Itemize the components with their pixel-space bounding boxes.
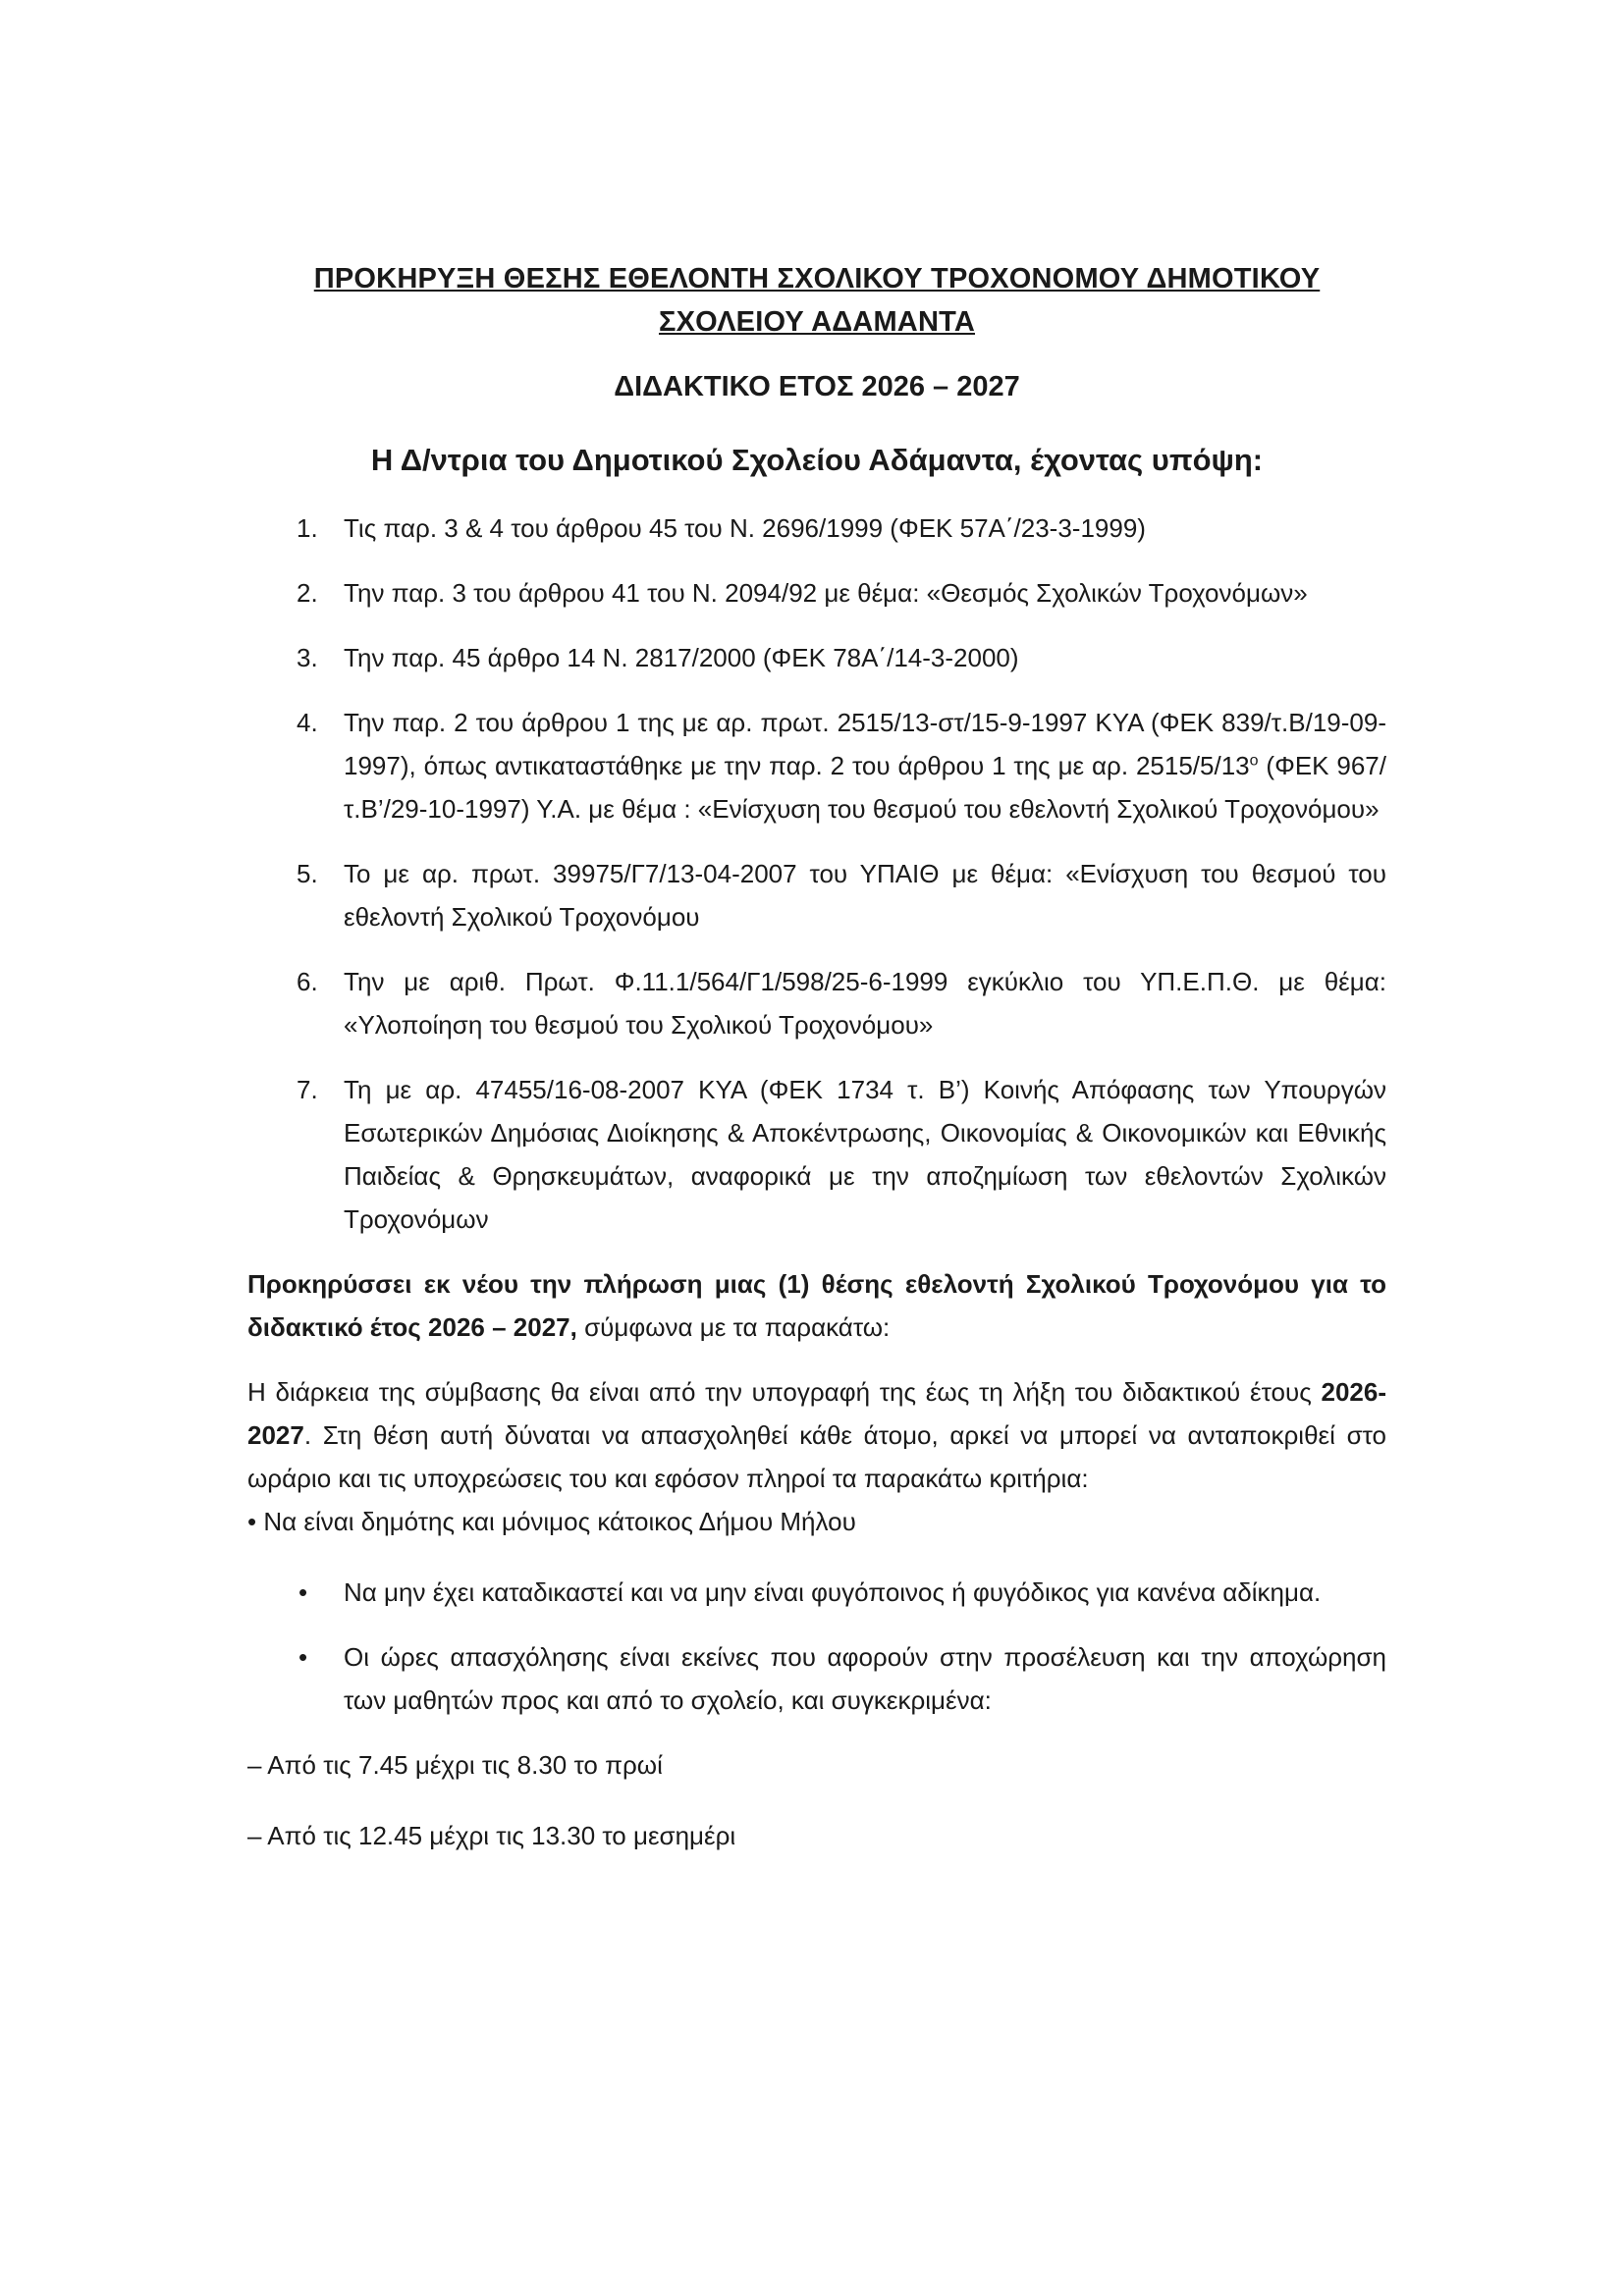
title-line-2: ΣΧΟΛΕΙΟΥ ΑΔΑΜΑΝΤΑ bbox=[658, 306, 976, 338]
list-item bbox=[247, 852, 1386, 938]
list-item bbox=[247, 701, 1386, 830]
list-item-text-part: (ΦΕΚ 967/τ.Β’/29-10-1997) Υ.Α. με θέμα : «Ενίσχυση του θεσμού του εθελοντή Σχολικού Τροχονόμου» bbox=[344, 751, 1386, 824]
list-item-text: Την παρ. 45 άρθρο 14 Ν. 2817/2000 (ΦΕΚ 78Α΄/14-3-2000) bbox=[344, 643, 1019, 672]
document-title bbox=[247, 257, 1386, 344]
duration-text-a: Η διάρκεια της σύμβασης θα είναι από την υπογραφή της έως τη λήξη του διδακτικού έτους bbox=[247, 1377, 1322, 1407]
list-item-text: Να μην έχει καταδικαστεί και να μην είναι φυγόποινος ή φυγόδικος για κανένα αδίκημα. bbox=[344, 1577, 1322, 1607]
duration-year: 2026-2027 bbox=[247, 1377, 1386, 1450]
list-item-text: Τις παρ. 3 & 4 του άρθρου 45 του Ν. 2696/1999 (ΦΕΚ 57Α΄/23-3-1999) bbox=[344, 513, 1146, 543]
list-number: 4. bbox=[297, 708, 318, 737]
list-number: 6. bbox=[297, 967, 318, 996]
list-item-text bbox=[344, 708, 1386, 824]
list-number: 1. bbox=[297, 513, 318, 543]
intro-heading: Η Δ/ντρια του Δημοτικού Σχολείου Αδάμαντα, έχοντας υπόψη: bbox=[370, 443, 1264, 477]
list-item-text: Την παρ. 3 του άρθρου 41 του Ν. 2094/92 με θέμα: «Θεσμός Σχολικών Τροχονόμων» bbox=[344, 578, 1308, 608]
list-item bbox=[247, 636, 1386, 679]
title-line-1: ΠΡΟΚΗΡΥΞΗ ΘΕΣΗΣ ΕΘΕΛΟΝΤΗ ΣΧΟΛΙΚΟΥ ΤΡΟΧΟΝΟΜΟΥ ΔΗΜΟΤΙΚΟΥ bbox=[313, 263, 1321, 294]
list-item bbox=[247, 1068, 1386, 1241]
criterion-residency: • Να είναι δημότης και μόνιμος κάτοικος Δήμου Μήλου bbox=[247, 1507, 856, 1536]
document-content bbox=[247, 257, 1386, 1885]
hours-noon: – Από τις 12.45 μέχρι τις 13.30 το μεσημέρι bbox=[247, 1821, 736, 1850]
criteria-list bbox=[247, 1571, 1386, 1722]
list-item-text: Τη με αρ. 47455/16-08-2007 ΚΥΑ (ΦΕΚ 1734 τ. Β’) Κοινής Απόφασης των Υπουργών Εσωτερικών Δημόσιας Διοίκησης & Αποκέντρωσης, Οικονομίας & Οικονομικών και Εθνικής Παιδείας & Θρησκευμάτων, αναφορικά με την αποζημίωση των εθελοντών Σχολικών Τροχονόμων bbox=[344, 1075, 1386, 1234]
announcement-paragraph bbox=[247, 1262, 1386, 1349]
duration-text-b: . Στη θέση αυτή δύναται να απασχοληθεί κάθε άτομο, αρκεί να μπορεί να ανταποκριθεί στο ωράριο και τις υποχρεώσεις του και εφόσον πληροί τα παρακάτω κριτήρια: bbox=[247, 1420, 1386, 1493]
announcement-bold: Προκηρύσσει εκ νέου την πλήρωση μιας (1) θέσης εθελοντή Σχολικού Τροχονόμου για το διδακτικό έτος 2026 – 2027, bbox=[247, 1269, 1386, 1342]
list-number: 3. bbox=[297, 643, 318, 672]
bullet-icon: • bbox=[298, 1577, 308, 1607]
list-item bbox=[247, 1571, 1386, 1614]
list-item-text: Το με αρ. πρωτ. 39975/Γ7/13-04-2007 του ΥΠΑΙΘ με θέμα: «Ενίσχυση του θεσμού του εθελοντή Σχολικού Τροχονόμου bbox=[344, 859, 1386, 932]
list-item bbox=[247, 960, 1386, 1046]
bullet-icon: • bbox=[298, 1642, 308, 1672]
list-item-text: Την με αριθ. Πρωτ. Φ.11.1/564/Γ1/598/25-6-1999 εγκύκλιο του ΥΠ.Ε.Π.Θ. με θέμα: «Υλοποίηση του θεσμού του Σχολικού Τροχονόμου» bbox=[344, 967, 1386, 1040]
announcement-rest: σύμφωνα με τα παρακάτω: bbox=[576, 1312, 891, 1342]
list-item bbox=[247, 571, 1386, 614]
duration-paragraph bbox=[247, 1370, 1386, 1500]
list-item-text: Οι ώρες απασχόλησης είναι εκείνες που αφορούν στην προσέλευση και την αποχώρηση των μαθητών προς και από το σχολείο, και συγκεκριμένα: bbox=[344, 1642, 1386, 1715]
list-number: 2. bbox=[297, 578, 318, 608]
list-item-text-part: Την παρ. 2 του άρθρου 1 της με αρ. πρωτ. 2515/13-στ/15-9-1997 ΚΥΑ (ΦΕΚ 839/τ.Β/19-09-1997), όπως αντικαταστάθηκε με την παρ. 2 του άρθρου 1 της με αρ. 2515/5/13 bbox=[344, 708, 1386, 780]
list-number: 5. bbox=[297, 859, 318, 888]
list-item bbox=[247, 1635, 1386, 1722]
legal-basis-list bbox=[247, 507, 1386, 1241]
list-item bbox=[247, 507, 1386, 550]
superscript-ordinal: ο bbox=[1249, 752, 1259, 770]
hours-morning: – Από τις 7.45 μέχρι τις 8.30 το πρωί bbox=[247, 1750, 663, 1780]
school-year-heading: ΔΙΔΑΚΤΙΚΟ ΕΤΟΣ 2026 – 2027 bbox=[614, 371, 1020, 402]
list-number: 7. bbox=[297, 1075, 318, 1104]
